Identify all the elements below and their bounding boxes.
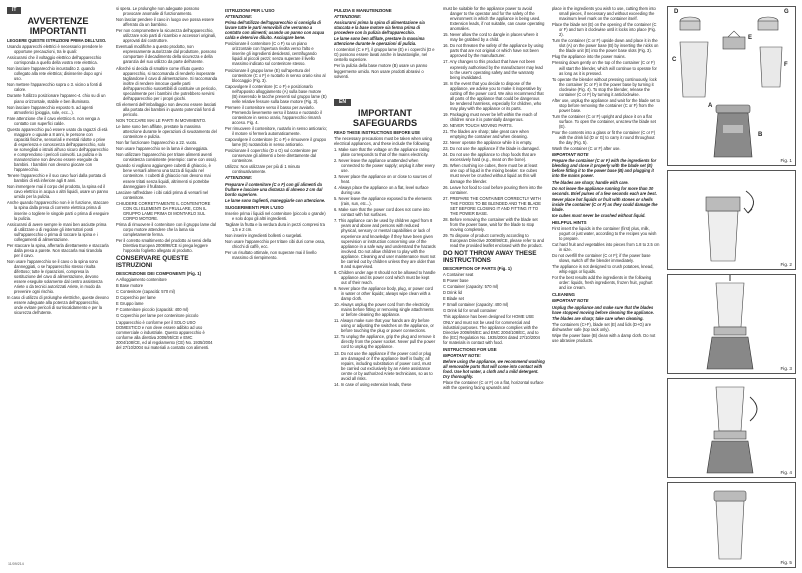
figure-2-label: Fig. 2 <box>780 262 792 267</box>
it-tips-title: SUGGERIMENTI PER L'USO <box>225 204 284 210</box>
list-item: Premere il contenitore verso il basso per avviarlo. Premendo lievemente verso il basso e ruotando il contenitore in senso orario, l'apparecchio rimarrà acceso. Fig. 4. <box>225 104 322 125</box>
footer-code: 11/09/214 <box>8 562 24 566</box>
en-use-steps <box>552 6 660 151</box>
list-item: 6. Make sure that the power cord does not come into contact with hot surfaces. <box>334 207 430 218</box>
list-item: Per non compromettere la sicurezza dell'apparecchio, utilizzare solo parti di ricambio e accessori originali, approvati dal costruttore. <box>116 28 217 44</box>
list-item: A Container seat <box>443 272 474 278</box>
list-item: G Drink lid for small container <box>443 308 497 314</box>
en-compliance-note: This appliance has been designed for HOME USE ONLY and must not be used for commercial and industrial purposes. The appliance complies with the Directive 2006/95/EC and EMC 2004/108/EC, and to the (EC) Regulation No. 1935/2004 dated 27/10/2004 for materials in contact with food. <box>443 314 540 345</box>
fig3-illustration <box>668 275 795 373</box>
list-item: Non usare l'apparecchio se il cavo o la spina sono danneggiati, o se l'apparecchio stesso risulta difettoso; tutte le riparazioni, compresa la sostituzione del cavo di alimentazione, devono essere eseguite solamente dal centro assistenza Ariete o da tecnici autorizzati Ariete, in modo da prevenire ogni rischio. <box>7 258 103 295</box>
list-item: Plug the appliance into the power mains. <box>552 54 626 60</box>
en-keep-title: DO NOT THROW AWAY THESE INSTRUCTIONS <box>443 250 537 265</box>
en-cleaning-title: CLEANING <box>552 292 575 298</box>
it-parts-title: DESCRIZIONE DEI COMPONENTI (Fig. 1) <box>116 271 202 277</box>
list-item: Wash the container (C or F) after use. <box>552 146 621 152</box>
list-item: 9. Never place the appliance body, plug, or power cord in water or other liquids; always wipe clean with a damp cloth. <box>334 285 433 302</box>
en-title: IMPORTANT SAFEGUARDS <box>352 107 418 128</box>
list-item: Assicurarsi che il voltaggio elettrico dell'apparecchio corrisponda a quello della vostra rete elettrica. <box>7 55 102 66</box>
list-item: Prima di rimuovere il contenitore con il gruppo lame dal corpo motore attendere che la lama sia completamente ferma. <box>116 221 216 237</box>
fig4-illustration <box>668 379 795 477</box>
list-item: Lasciare raffreddare i cibi caldi prima di versarli nel contenitore. <box>116 189 209 200</box>
en-intro: READ THESE INSTRUCTIONS BEFORE USE <box>334 129 420 135</box>
list-item: Non inserire ingredienti bollenti o surgelati. <box>225 232 303 238</box>
list-item: Non lasciare l'apparecchio esposto 5. ad agenti atmosferici (pioggia, sole, ecc...). <box>7 104 93 115</box>
it-blade-warning: Le lame sono taglienti, maneggiarle con attenzione. <box>225 197 326 203</box>
it-use-title: ISTRUZIONI PER L'USO <box>225 8 275 13</box>
en-column-2 <box>443 6 545 391</box>
list-item: Non usare l'apparecchio per tritare cibi duri come ossa, chicchi di caffè, ecc. <box>225 238 325 250</box>
list-item: Per la pulizia della base motore (B) usare un panno leggermente umido. Non usare prodotti abrasivi o solventi. <box>334 63 428 79</box>
list-item: place in the ingredients you wish to use, cutting them into small pieces, if necessary and without exceeding the maximum level mark on the container itself. <box>552 6 656 22</box>
list-item: I contenitori (C e F), il gruppo lame (E) e i coperchi (D e G) possono essere lavati anche in lavastoviglie, nel cestello superiore. <box>334 47 435 63</box>
callout-d: D <box>674 9 679 15</box>
it-keep-title: CONSERVARE QUESTE ISTRUZIONI <box>116 255 189 270</box>
list-item: Capovolgere il contenitore (C o F) e rimuovere il gruppo lame (E) ruotandolo in senso antiorario. <box>225 137 327 148</box>
list-item: B Power base <box>443 278 469 284</box>
list-item: Place the container (C or F) on a flat, horizontal surface with the opening facing upwards and <box>443 380 544 391</box>
figure-1-label: Fig. 1 <box>780 158 792 163</box>
list-item: After use, unplug the appliance and wait for the blade set to stop before removing the container (C or F) from the power base. <box>552 97 660 113</box>
it-cleaning-en-column <box>334 6 436 388</box>
figure-3-label: Fig. 3 <box>780 366 792 371</box>
list-item: A Alloggiamento contenitore <box>116 277 167 283</box>
list-item: Cut hard fruit and vegetables into pieces from 1.8 to 2.5 cm in size. <box>552 242 660 253</box>
list-item: Allorché si decida di smaltire come rifiuto questo apparecchio, si raccomanda di renderlo inoperante tagliandone il cavo di alimentazione. Si raccomanda inoltre di rendere innocue quelle parti dell'apparecchio suscettibili di costituire un pericolo, specialmente per i bambini che potrebbero servirsi dell'apparecchio per i propri giochi. <box>116 65 218 101</box>
list-item: 20. NEVER TOUCH MOVING PARTS. <box>443 123 513 129</box>
callout-b: B <box>758 132 763 138</box>
list-item: Usando apparecchi elettrici è necessario prendere le opportune precauzioni, tra le quali: <box>7 44 103 55</box>
en-column-3 <box>552 6 660 344</box>
list-item: Per il corretto smaltimento del prodotto ai sensi della Direttiva Europea 2008/98/CE si prega leggere l'opposito foglietto allegato al prodotto. <box>116 238 212 254</box>
list-item: Inserire prima i liquidi nel contenitore (piccolo o grande) e solo dopo gli altri ingredienti. <box>225 210 326 221</box>
list-item: 16. Do not threaten the safety of the appliance by using parts that are not original or which have not been approved by the manufacturer. <box>443 43 544 59</box>
figure-4-label: Fig. 4 <box>780 470 792 475</box>
list-item: 29. To dispose of product correctly according to European Directive 2008/98/CE, please refer to and read the provided leaflet enclosed with the product. <box>443 232 544 249</box>
list-item: 4. Always place the appliance on a flat, level surface during use. <box>334 185 429 196</box>
list-item: 15. Never allow the cord to dangle in places where it may be grabbed by a child. <box>443 32 538 43</box>
list-item: 24. Do not use the appliance to chop foods that are excessively hard (e.g., meat on the bone). <box>443 152 536 163</box>
list-item: 17. Any changes to this product that have not been expressly authorised by the manufacturer may lead to the user's operating safety and the warranty being invalidated. <box>443 59 543 80</box>
en-hints-title: HELPFUL HINTS <box>552 219 587 225</box>
list-item: 23. Do not use the appliance if the blade is damaged. <box>443 146 540 152</box>
list-item: Turn the container (C or F) upright and place it on a flat surface. To open the container, unscrew the blade set (E). <box>552 113 656 130</box>
list-item: Non usare l'apparecchio se la lama è danneggiata. <box>116 146 209 152</box>
list-item: Per rimuovere il contenitore, ruotarlo in senso antiorario; il motore si fermerà automaticamente. <box>225 126 327 137</box>
it-use-steps <box>225 41 327 174</box>
list-item: For the best results add the ingredients in the following order: liquids, fresh ingredients, frozen fruit, yoghurt and ice cream. <box>552 275 653 291</box>
list-item: Tagliare la frutta e la verdura dura in pezzi compresi tra 1,5 e 2 cm. <box>225 221 325 232</box>
it-cleaning-warning: Le lame sono ben affilate, prestare la massima attenzione durante le operazioni di pulizia. <box>334 36 425 47</box>
blender-parts-illustration <box>668 7 795 165</box>
list-item: G Coperchio per lame per contenitore piccolo <box>116 313 199 319</box>
list-item: B Base motore <box>116 283 144 289</box>
it-cleaning-attention: ATTENZIONE: <box>334 14 362 20</box>
list-item: 3. Never place the appliance on or close to sources of heat. <box>334 173 432 185</box>
callout-a: A <box>708 103 713 109</box>
list-item: The appliance is not designed to crush potatoes, knead, whip eggs or liquids. <box>552 264 654 275</box>
list-item: F Small container (capacity: 400 ml) <box>443 302 509 308</box>
en-note2: Do not leave the appliance running for more than 30 seconds. Brief pulses of a few seconds each are best. <box>552 185 657 196</box>
list-item: Pressing down gently on the top of the container (C or F) will start the blender, which will continue to operate for as long as it is pressed. <box>552 60 657 76</box>
list-item: In caso di utilizzo di prolunghe elettriche, queste devono essere adeguate alla potenza dell'apparecchio, onde evitare pericoli di surriscaldamento e per la sicurezza dell'utente. <box>7 295 109 316</box>
list-item: Place the blade set (E) on the opening of the container (C or F) and turn it clockwise until it locks into place (Fig. 2). <box>552 22 657 38</box>
list-item: Eventuali modifiche a questo prodotto, non espressamente autorizzate dal produttore, possono comportare il decadimento della sicurezza e della garanzia del suo utilizzo da parte dell'utente. <box>116 44 217 65</box>
list-item: The containers (C+F), blade set (E) and lids (D+G) are dishwasher safe (top rack only). <box>552 321 651 332</box>
list-item: To operate the blender without pressing continuously, lock the container (C or F) in the power base by turning it clockwise (Fig. 4). To stop the blender, release the container (C or F) by turning it anticlockwise. <box>552 76 657 97</box>
list-item: E Gruppo lame <box>116 301 144 307</box>
list-item: Non immergere mai il corpo del prodotto, la spina ed il cavo elettrico in acqua o altri liquidi, usare un panno umido per la pulizia. <box>7 184 109 200</box>
list-item: 2. Never leave the appliance unattended when connected to the power supply; unplug it after every use. <box>334 157 435 173</box>
list-item: Pour the contents into a glass or fit the container (C or F) with the drink lid (D or G) to carry it round throughout the day (Fig. 5). <box>552 130 656 146</box>
list-item: Turn the container (C or F) upside down and place it in the slot (A) on the power base (B) by inserting the nicks on the blade unit (E) into the power base slots (Fig. 3). <box>552 38 659 54</box>
list-item: Non utilizzare l'apparecchio per tritare alimenti aventi consistenza consistente (esempio: carne con ossa). <box>116 152 217 163</box>
it-warnings-list <box>7 44 109 315</box>
it-column-3 <box>225 6 327 261</box>
it-attention-text: Prima dell'utilizzo dell'apparecchio si consiglia di lavare tutte le parti removibili che verranno a contatto con alimenti; usando un panno con acqua calda e detersivo diluito. Asciugare bene. <box>225 20 325 41</box>
list-item: 19. Packaging must never be left within the reach of children since it is potentially dangerous. <box>443 111 537 122</box>
figure-5-label: Fig. 5 <box>780 560 792 565</box>
list-item: Per staccare la spina, afferrarla direttamente e staccarla dalla presa a parete. Non staccarla mai tirandola per il cavo. <box>7 242 109 258</box>
lang-tag-it: IT <box>7 7 21 14</box>
figure-3 <box>667 274 796 374</box>
list-item: Posizionare il coperchio (D o G) sul contenitore per conservare gli alimenti o bere direttamente dal contenitore. <box>225 148 318 164</box>
list-item: 26. Leave hot food to cool before pouring them into the container. <box>443 184 543 195</box>
callout-e: E <box>748 35 753 41</box>
list-item: must be suitable for the appliance power to avoid danger to the operator and for the safety of the environment in which the appliance is being used. Extension leads, if not suitable, can cause operating anomalies. <box>443 6 545 32</box>
it-attention2-label: ATTENZIONE: <box>225 175 253 181</box>
list-item: 22. Never operate the appliance while it is empty. <box>443 140 533 146</box>
en-use-note-label: IMPORTANT NOTE: <box>443 352 481 358</box>
list-item: Non lasciare l'apparecchio incustodito 2. quando collegato alla rete elettrica; disinserire dopo ogni uso. <box>7 66 102 82</box>
list-item: Non lasciar pendere il cavo in luogo ove possa essere afferrato da un bambino. <box>116 17 215 28</box>
figure-1 <box>667 6 796 166</box>
en-cleaning-sharp: The blades are sharp; take care when cleaning. <box>552 315 644 321</box>
en-note3: Never place hot liquids or fruit with stones or shells inside the container (C or F) as they could damage the blade. <box>552 196 658 212</box>
list-item: Quando si vogliano aggiungere cubetti di ghiaccio, è bene versarli almeno una tazza di liquido nel contenitore. I cubetti di ghiaccio non devono mai essere tritati senza liquidi, altrimenti si potrebbe danneggiare il frullatore. <box>116 163 211 189</box>
it-title: AVVERTENZE IMPORTANTI <box>27 16 89 36</box>
list-item: 10. Always unplug the power cord from the electricity mains before fitting or removing single attachments or before cleaning the appliance. <box>334 302 434 318</box>
list-item: D Drink lid <box>443 290 462 296</box>
it-warnings-list-continued <box>116 6 218 253</box>
list-item: Assicurarsi di avere sempre le mani ben asciutte prima di utilizzare o di regolare gli interruttori posti sull'apparecchio o prima di toccare la spina e i collegamenti di alimentazione. <box>7 221 107 242</box>
it-cleaning-title: PULIZIA E MANUTENZIONE <box>334 8 392 13</box>
it-column-2 <box>116 6 218 351</box>
callout-c: C <box>672 57 677 63</box>
list-item: Gli elementi dell'imballaggio non devono essere lasciati alla portata dei bambini in quanto potenziali fonti di pericolo. <box>116 101 217 117</box>
list-item: F Contenitore piccolo (capacità: 400 ml) <box>116 307 189 313</box>
list-item: 7. This appliance can be used by children aged from 8 years and above and persons with reduced physical, sensory or mental capabilities or lack of experience and knowledge if they have been given supervision or instruction concerning use of the appliance in a safe way and understand the hazards involved. Do not allow children to play with the appliance. Cleaning and user maintenance must not be carried out by children unless they are older than 8 and supervised. <box>334 218 436 269</box>
list-item: Posizionare il contenitore (C o F) su un piano orizzontale con l'apertura rivolta verso l'alto e inserire gli ingredienti desiderati, centrifugando liquidi al piccoli pezzi; senza superare il livello massimo indicato sul contenitore stesso. <box>225 41 317 67</box>
en-safeguards-list-continued <box>443 6 545 248</box>
list-item: 14. In case of using extension leads, these <box>334 381 412 387</box>
list-item: Le lame sono ben affilate, prestate la massima attenzione durante le operazioni di svuotamento del contenitore e pulizia. <box>116 124 217 140</box>
en-parts-title: DESCRIPTION OF PARTS (Fig. 1) <box>443 266 512 272</box>
it-column-1 <box>7 6 109 316</box>
list-item: Tenere l'apparecchio e il suo cavo fuori dalla portata di bambini di età inferiore agli 8 anni. <box>7 173 106 184</box>
list-item: 28. Before removing the container with the blade set from the power base, wait for the blade to stop moving completely. <box>443 216 538 232</box>
figure-4 <box>667 378 796 478</box>
list-item: 25. When crushing ice cubes, there must be at least one cup of liquid in the mixing beaker. Ice cubes must never be crushed without liquid as this will damage the blender. <box>443 163 538 184</box>
en-use-note-text: Before using the appliance, we recommend washing all removable parts that will come into contact with food. Use hot water, a cloth and a mild detergent. Dry thoroughly. <box>443 358 545 379</box>
list-item: 5. Never leave the appliance exposed to the elements (rain, sun, etc...). <box>334 196 432 207</box>
en-safeguards-list <box>334 147 436 387</box>
list-item: Non far funzionare l'apparecchio a 22. vuoto. <box>116 140 198 146</box>
list-item: 11. Always make sure that your hands are dry before using or adjusting the switches on the appliance, or before touching the plug or power connections. <box>334 318 434 334</box>
en-hints-list <box>552 226 660 291</box>
list-item: First insert the liquids in the container (first) plus, milk, yogurt or just water, according to the recipes you wish to prepare. <box>552 225 657 241</box>
list-item: CHIUDERE CORRETTAMENTE IL CONTENITORE CON GLI ELEMENTI DA FRULLARE, CON IL GRUPPO LAME PRIMA DI MONTARLO SUL CORPO MOTORE. <box>116 200 211 221</box>
list-item: 12. To unplug the appliance, grip the plug and remove it directly from the power socket. Never pull the power cord to unplug the appliance. <box>334 334 436 350</box>
figure-5 <box>667 482 796 568</box>
list-item: Capovolgere il contenitore (C o F) e posizionarlo nell'apposito alloggiamento (A) sulla base motore (B) inserendo le tacche presenti sul gruppo lame (E) nelle relative fessure sulla base motore (Fig. 3). <box>225 83 327 104</box>
en-note-title: IMPORTANT NOTE <box>552 152 589 158</box>
en-note4: Ice cubes must never be crushed without liquid. <box>552 212 646 218</box>
list-item: E Blade set <box>443 296 464 302</box>
figure-2 <box>667 170 796 270</box>
it-intro: LEGGERE QUESTE ISTRUZIONI PRIMA DELL'USO. <box>7 38 107 43</box>
list-item: Fare attenzione che il cavo elettrico 6. non venga a contatto con superfici calde. <box>7 115 100 126</box>
it-attention-label: ATTENZIONE: <box>225 14 253 20</box>
list-item: Questo apparecchio può essere usato da ragazzi di età maggiore o uguale a 8 anni, le persone con capacità fisiche, sensoriali e mentali ridotte o prive di esperienza e conoscenza dell'apparecchio, solo se sorvegliati o istruiti all'uso sicuro dell'apparecchio e comprendono i pericoli coinvolti. La pulizia e la manutenzione non devono essere eseguite da bambini. I bambini non devono giocare con l'apparecchio. <box>7 126 109 173</box>
list-item: 27. PREPARE THE CONTAINER CORRECTLY WITH THE FOODS TO BE BLENDED AND THE BLADE SET BEFORE CLOSING IT AND FITTING IT TO THE POWER BASE. <box>443 195 541 216</box>
list-item: 21. The blades are sharp; take great care when emptying the container and when cleaning. <box>443 129 529 140</box>
list-item: Anche quando l'apparecchio non è in funzione, staccare la spina dalla presa di corrente elettrica prima di inserire o togliere le singole parti o prima di eseguire la pulizia. <box>7 200 109 221</box>
list-item: Wipe the power base (B) clean with a damp cloth. Do not use abrasive products. <box>552 332 656 343</box>
en-lead: The necessary precautions must be taken when using electrical appliances, and these include the following: <box>334 135 432 146</box>
list-item: Per un risultato ottimale, non superare mai il livello massimo di riempimento. <box>225 250 317 261</box>
fig2-illustration <box>668 171 795 269</box>
it-cleaning-attention-text: Assicurarsi prima la spina di alimentazione sia staccata e la base motore sia ferma prima di procedere con la pulizia dell'apparecchio. <box>334 20 425 36</box>
it-compliance-note: L'apparecchio è conforme per il SOLO USO DOMESTICO e non deve essere adibito ad uso commerciale o industriale. Questo apparecchio è conforme alla direttiva 2006/95/CE e EMC 2004/108/CE, ed al regolamento (CE) No. 1935/2004 del 27/10/2004 sui materiali a contatto con alimenti. <box>116 319 213 350</box>
list-item: C Container (capacity: 570 ml) <box>443 284 499 290</box>
list-item: D Coperchio per lame <box>116 295 156 301</box>
list-item: Utilizzo: Non utilizzare per più di 1 minuto continuativamente. <box>225 164 301 175</box>
it-tips-list <box>225 211 327 260</box>
list-item: Posizionare il gruppo lame (E) sull'apertura del contenitore (C o F) e ruotarlo in senso orario sino al bloccaggio (Fig. 3). <box>225 67 326 83</box>
en-cleaning-note-label: IMPORTANT NOTE <box>552 298 589 304</box>
en-note-text: Prepare the container (C or F) with the ingredients for blending and close it properly with the blade set (E) before fitting it to the power base (B) and plugging it into the mains power. <box>552 158 657 179</box>
lang-tag-en: EN <box>334 99 351 106</box>
list-item: 18. In the event that you decide to dispose of the appliance, we advise you to make it inoperative by cutting off the power cord. We also recommend that all parts of the appliance that could be dangerous be rendered harmless, especially for children, who may play with the appliance or its parts. <box>443 80 544 111</box>
list-item: si spera. Le prolunghe non adeguate possono provocare anomalie di funzionamento. <box>116 6 200 17</box>
fig5-illustration <box>668 483 795 567</box>
list-item: Non mettere l'apparecchio sopra o 3. vicino a fonti di calore. <box>7 82 103 93</box>
list-item: 13. Do not use the appliance if the power cord or plug are damaged or if the appliance itself is faulty; all repairs, including substitution of power cord, must be carried out exclusively by an Ariete assistance centre or by authorized Ariete technicians, so as to avoid all risks. <box>334 350 433 381</box>
list-item: Do not overfill the container (C or F); if the power base slows, switch off the blender immediately. <box>552 253 651 264</box>
list-item: NON TOCCARE MAI LE PARTI IN MOVIMENTO. <box>116 117 207 123</box>
list-item: C Contenitore (capacità: 570 ml) <box>116 289 175 295</box>
en-use-title: INSTRUCTIONS FOR USE <box>443 346 497 352</box>
list-item: 1. Make sure that the voltage on the appliance rating plate corresponds to that of the mains electricity. <box>334 146 430 157</box>
list-item: Durante l'utilizzo posizionare l'apparec-4. chio su di un piano orizzontale, stabile e ben illuminato. <box>7 93 106 104</box>
list-item: 8. Children under age 8 should not be allowed to handle appliance and its power cord which must be kept out of their reach. <box>334 269 436 285</box>
en-cleaning-note-text: Unplug the appliance and make sure that the blades have stopped moving before cleaning the appliance. <box>552 304 654 315</box>
it-attention2-text: Preparare il contenitore (C o F) con gli alimenti da frullare e lasciare una distanza di almeno 2 cm dal bordo superiore. <box>225 181 323 197</box>
callout-g: G <box>784 9 789 15</box>
en-sharp-warning: The blades are sharp; handle with care. <box>552 179 629 185</box>
callout-f: F <box>784 62 788 68</box>
